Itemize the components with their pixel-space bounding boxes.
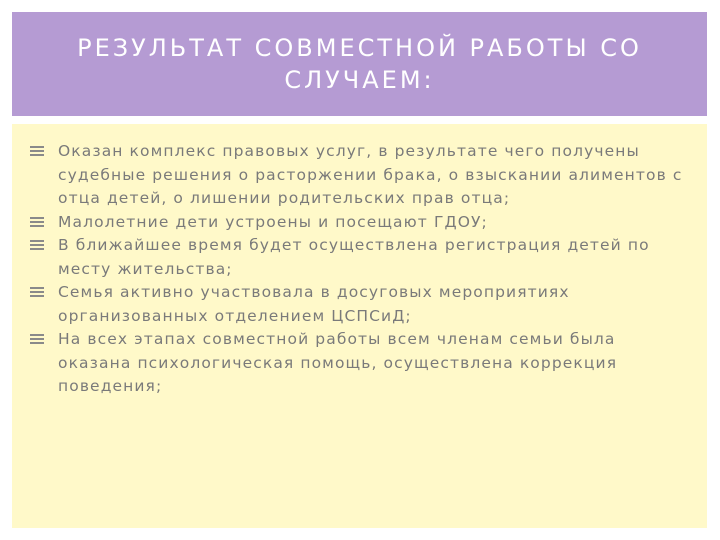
bullet-text: Малолетние дети устроены и посещают ГДОУ;	[58, 212, 488, 231]
bullet-lines-icon	[30, 146, 44, 158]
title-bar	[12, 12, 707, 116]
bullet-text: В ближайшее время будет осуществлена регистрация детей по месту жительства;	[58, 236, 650, 278]
bullet-item	[58, 211, 683, 235]
bullet-lines-icon	[30, 217, 44, 229]
bullet-lines-icon	[30, 240, 44, 252]
slide-title: РЕЗУЛЬТАТ СОВМЕСТНОЙ РАБОТЫ СО СЛУЧАЕМ:	[77, 34, 642, 94]
bullet-list	[12, 124, 707, 399]
bullet-lines-icon	[30, 287, 44, 299]
bullet-item	[58, 281, 683, 328]
bullet-text: Оказан комплекс правовых услуг, в результате чего получены судебные решения о расторжении брака, о взыскании алиментов с отца детей, о лишении родительских прав отца;	[58, 142, 683, 207]
bullet-text: На всех этапах совместной работы всем членам семьи была оказана психологическая помощь, осуществлена коррекция поведения;	[58, 330, 618, 395]
bullet-item	[58, 328, 683, 399]
bullet-lines-icon	[30, 334, 44, 346]
bullet-item	[58, 140, 683, 211]
bullet-text: Семья активно участвовала в досуговых мероприятиях организованных отделением ЦСПСиД;	[58, 283, 570, 325]
content-box	[12, 124, 707, 528]
bullet-item	[58, 234, 683, 281]
